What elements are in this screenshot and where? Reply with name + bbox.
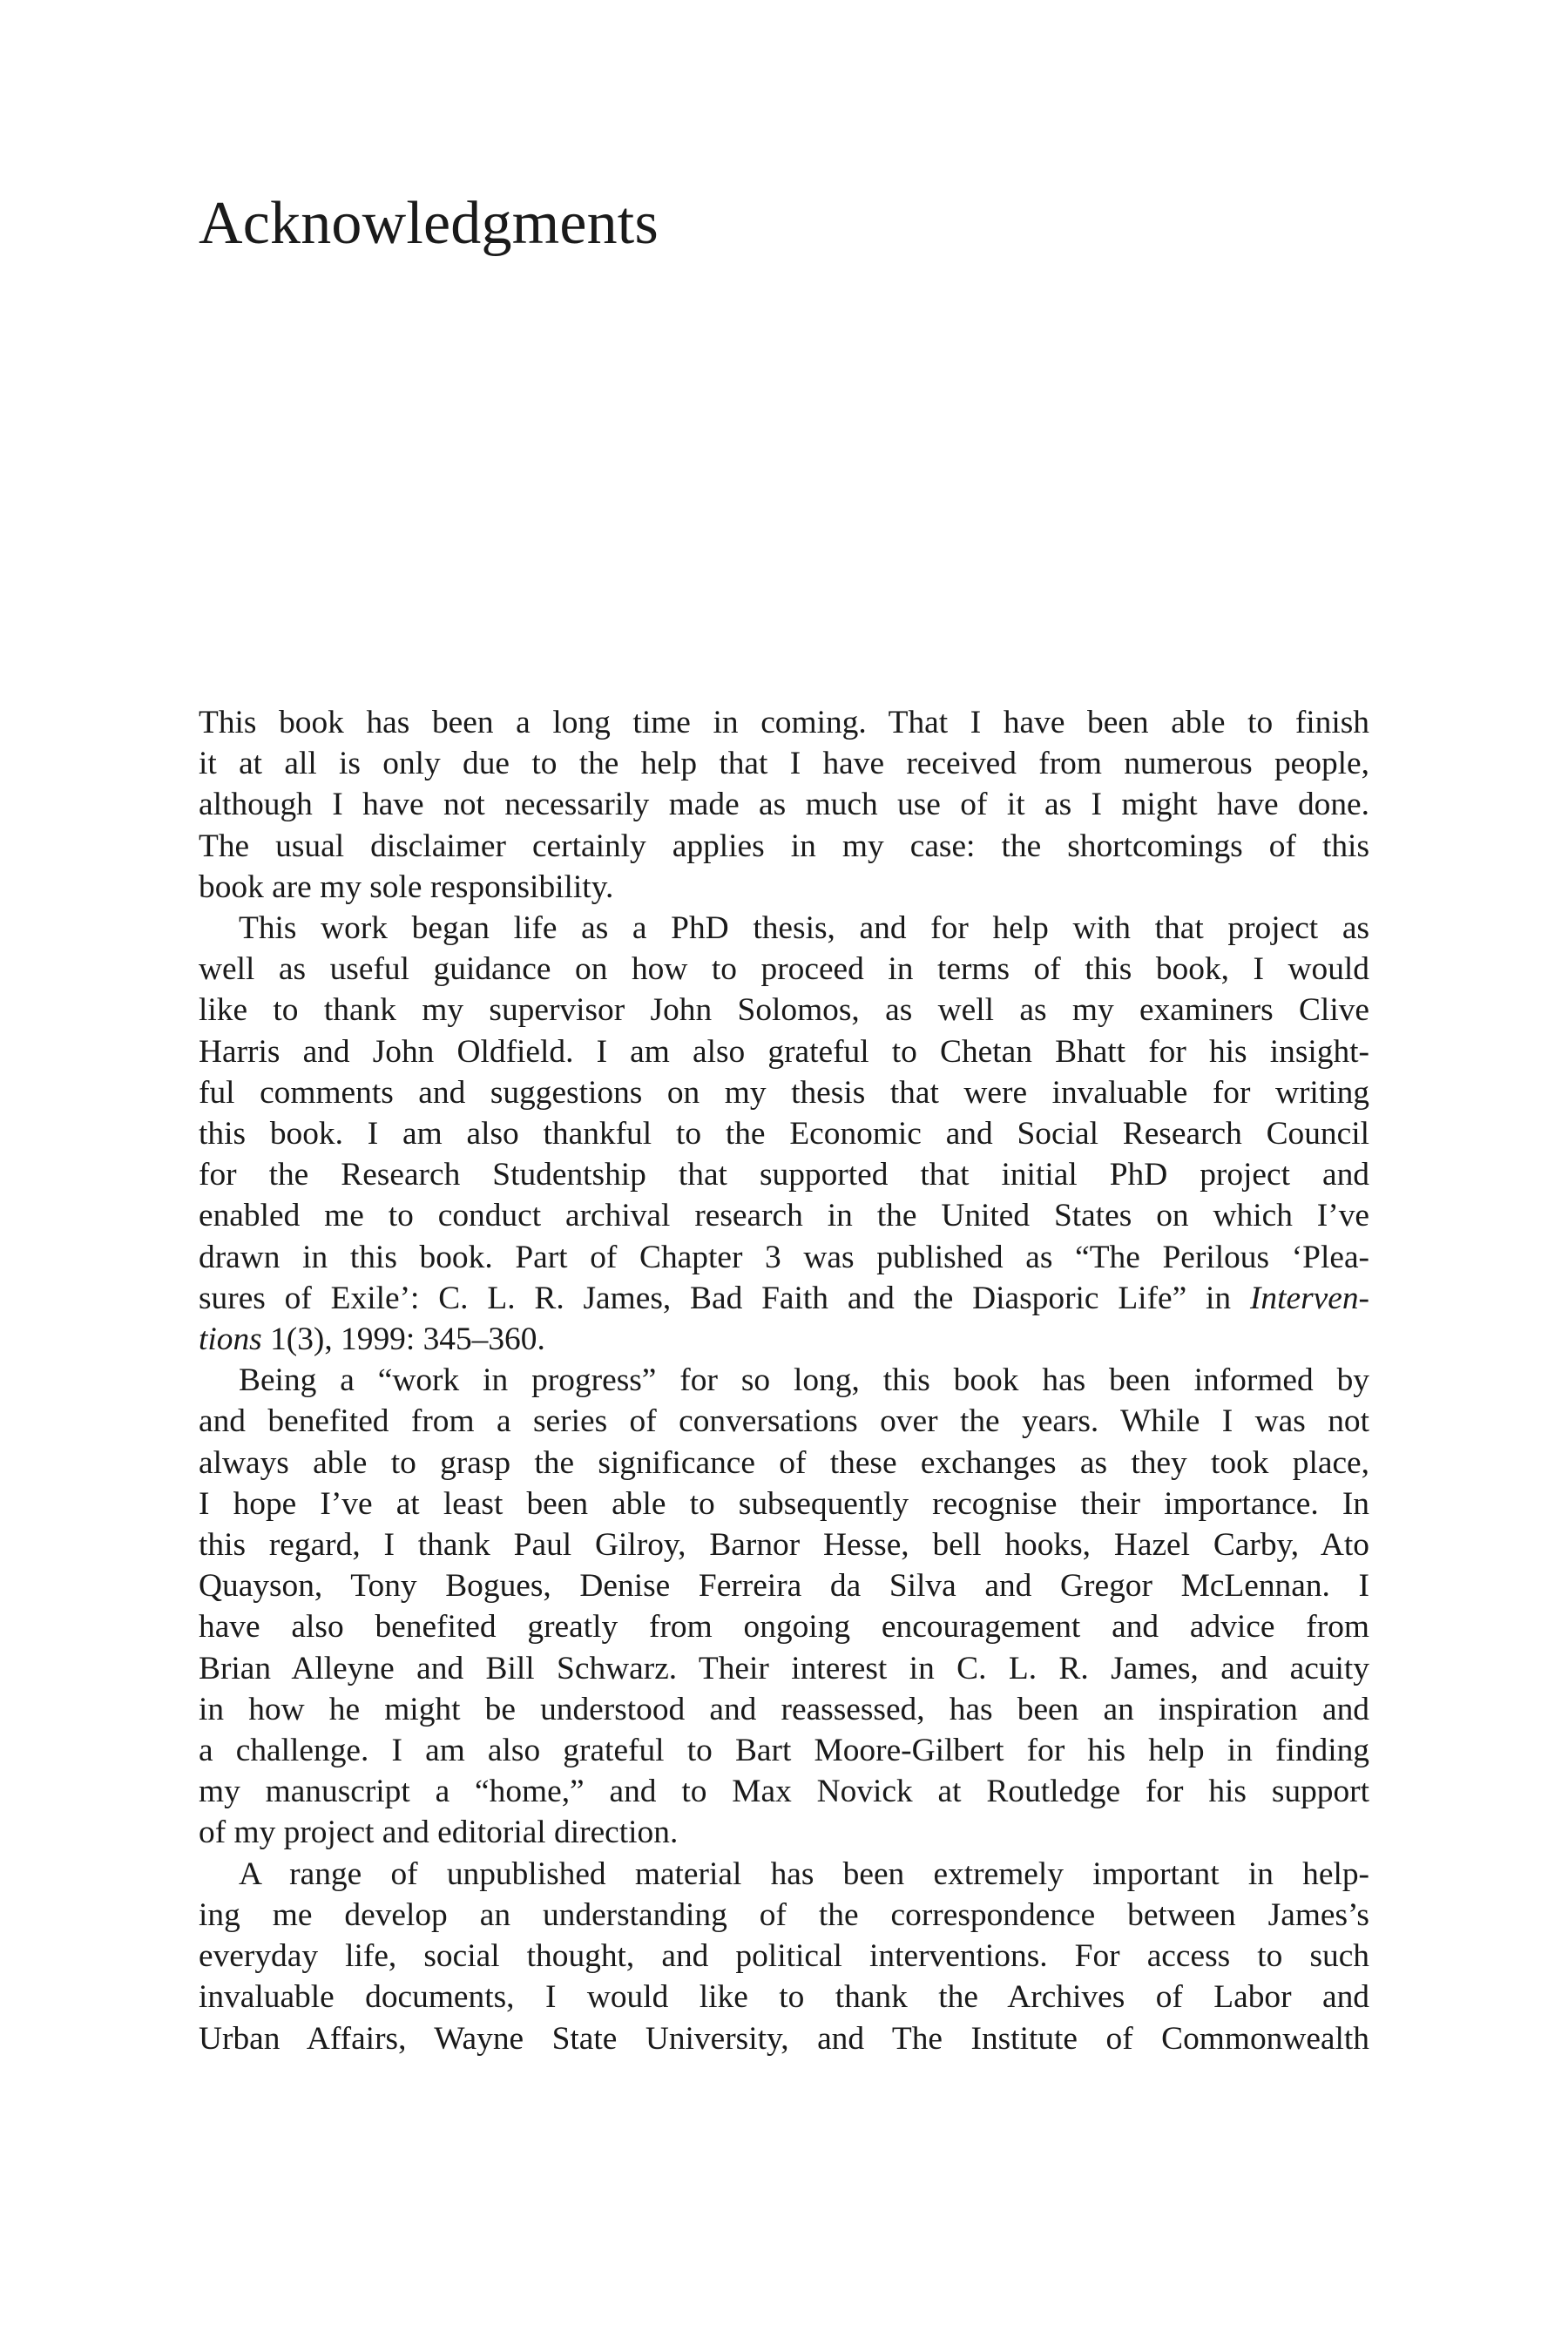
text-line: everyday life, social thought, and political interventions. For access to such [199, 1938, 1369, 1975]
text-line: have also benefited greatly from ongoing encouragement and advice from [199, 1609, 1369, 1646]
text-line: a challenge. I am also grateful to Bart Moore-Gilbert for his help in finding [199, 1733, 1369, 1769]
chapter-title: Acknowledgments [199, 190, 659, 257]
text-line: tions 1(3), 1999: 345–360. [199, 1321, 545, 1358]
text-line: I hope I’ve at least been able to subsequently recognise their importance. In [199, 1485, 1369, 1522]
text-line: Being a “work in progress” for so long, this book has been informed by [239, 1362, 1369, 1399]
paragraph-4 [199, 1854, 1369, 2059]
text-line: book are my sole responsibility. [199, 868, 614, 905]
text-line: This work began life as a PhD thesis, and for help with that project as [239, 910, 1369, 947]
text-line: and benefited from a series of conversations over the years. While I was not [199, 1403, 1369, 1440]
text-line: my manuscript a “home,” and to Max Novick at Routledge for his support [199, 1774, 1369, 1810]
paragraph-1 [199, 702, 1369, 908]
text-line: although I have not necessarily made as much use of it as I might have done. [199, 787, 1369, 823]
paragraph-3 [199, 1360, 1369, 1853]
text-line: sures of Exile’: C. L. R. James, Bad Faith and the Diasporic Life” in Interven- [199, 1280, 1369, 1316]
text-line: for the Research Studentship that supported that initial PhD project and [199, 1157, 1369, 1193]
text-line: this book. I am also thankful to the Economic and Social Research Council [199, 1116, 1369, 1152]
text-line: Brian Alleyne and Bill Schwarz. Their interest in C. L. R. James, and acuity [199, 1650, 1369, 1686]
text-line: Urban Affairs, Wayne State University, and The Institute of Commonwealth [199, 2020, 1369, 2057]
text-line: enabled me to conduct archival research in the United States on which I’ve [199, 1198, 1369, 1234]
text-line: The usual disclaimer certainly applies in my case: the shortcomings of this [199, 828, 1369, 864]
text-line: like to thank my supervisor John Solomos, as well as my examiners Clive [199, 992, 1369, 1029]
text-line: Quayson, Tony Bogues, Denise Ferreira da Silva and Gregor McLennan. I [199, 1568, 1369, 1605]
text-line: invaluable documents, I would like to thank the Archives of Labor and [199, 1979, 1369, 2016]
text-line: ful comments and suggestions on my thesis that were invaluable for writing [199, 1074, 1369, 1111]
text-line: well as useful guidance on how to proceed in terms of this book, I would [199, 951, 1369, 988]
text-line: this regard, I thank Paul Gilroy, Barnor Hesse, bell hooks, Hazel Carby, Ato [199, 1527, 1369, 1564]
text-line: it at all is only due to the help that I have received from numerous people, [199, 746, 1369, 782]
text-line: ing me develop an understanding of the correspondence between James’s [199, 1896, 1369, 1933]
paragraph-2 [199, 908, 1369, 1360]
text-line: always able to grasp the significance of these exchanges as they took place, [199, 1444, 1369, 1481]
text-line: in how he might be understood and reassessed, has been an inspiration and [199, 1691, 1369, 1727]
text-line: Harris and John Oldfield. I am also grateful to Chetan Bhatt for his insight- [199, 1033, 1369, 1070]
text-line: drawn in this book. Part of Chapter 3 was published as “The Perilous ‘Plea- [199, 1239, 1369, 1275]
text-line: This book has been a long time in coming. That I have been able to finish [199, 705, 1369, 740]
text-line: A range of unpublished material has been extremely important in help- [239, 1855, 1369, 1892]
acknowledgments-body [199, 702, 1369, 2059]
text-line: of my project and editorial direction. [199, 1815, 679, 1851]
